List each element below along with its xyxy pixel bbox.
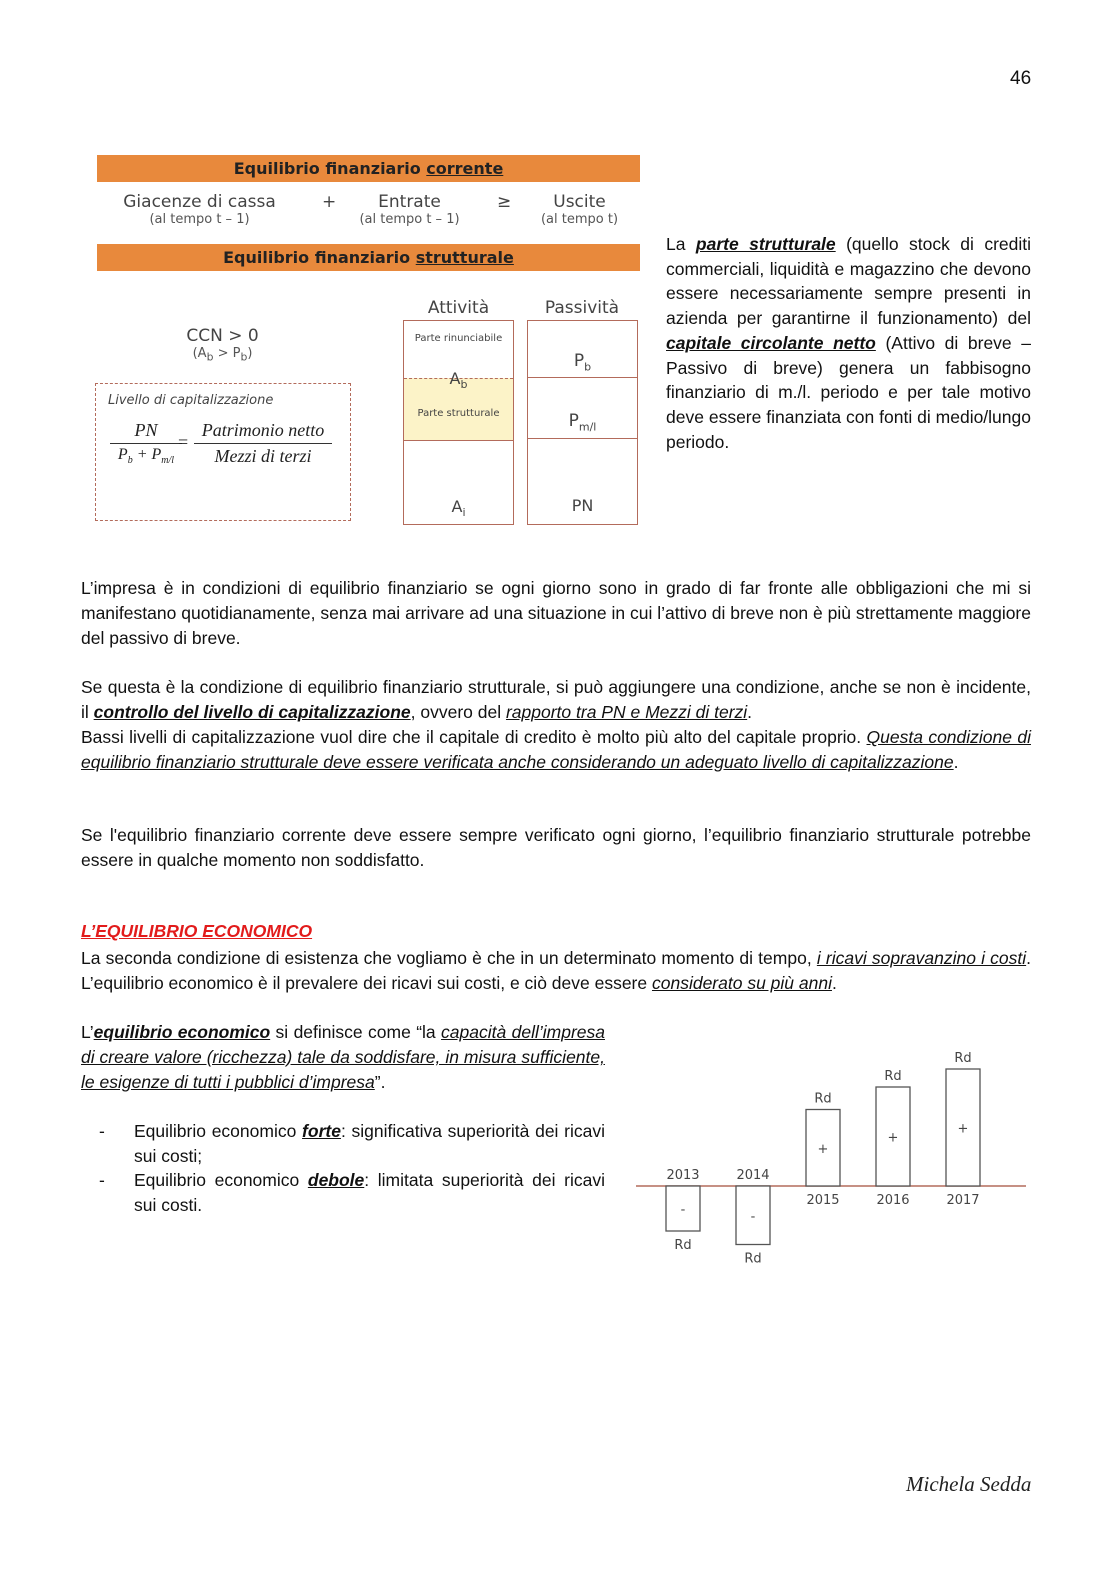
bullet-item: - Equilibrio economico debole: limitata superiorità dei ricavi sui costi. [99, 1170, 605, 1215]
ab-label: $A_b$ [449, 369, 468, 392]
chart-year-label: 2017 [946, 1193, 980, 1208]
term-giacenze-sub: (al tempo t – 1) [149, 212, 250, 227]
chart-sign-label: - [750, 1209, 756, 1225]
chart-sign-label: + [817, 1141, 829, 1157]
section-heading: L’EQUILIBRIO ECONOMICO [81, 921, 313, 941]
chart-sign-label: - [680, 1202, 686, 1218]
pml-label: $P_{m/l}$ [568, 411, 597, 434]
term-entrate: Entrate [378, 192, 441, 212]
bar-equilibrio-strutturale: Equilibrio finanziario strutturale [97, 244, 640, 271]
parte-rinunciabile: Parte rinunciabile [414, 333, 503, 344]
bullet-item: - Equilibrio economico forte: significativa superiorità dei ricavi sui costi; [99, 1121, 605, 1166]
passivita-label: Passività [544, 298, 620, 318]
pb-label: $P_b$ [573, 351, 592, 374]
side-paragraph: La parte strutturale (quello stock di crediti commerciali, liquidità e magazzino che devono essere necessariamente sempre presenti in azienda per garantirne il funzionamento) del capitale circolante netto (Attivo di breve – Passivo di breve) genera un fabbisogno finanziario di m./l. periodo e per tale motivo deve essere finanziata con fonti di medio/lungo periodo. [666, 234, 1032, 452]
paragraph-4: La seconda condizione di esistenza che vogliamo è che in un determinato momento di tempo, i ricavi sopravanzino i costi. L’equilibrio economico è il prevalere dei ricavi sui costi, e ciò deve essere considerato su più anni. [81, 948, 1031, 993]
chart-year-label: 2013 [666, 1168, 700, 1183]
footer-author: Michela Sedda [906, 1472, 1032, 1496]
cap-title: Livello di capitalizzazione [108, 393, 274, 408]
passivita-column [527, 320, 638, 525]
geq-sign: ≥ [497, 192, 512, 212]
chart-sign-label: + [957, 1121, 969, 1137]
ai-label: $A_i$ [451, 497, 466, 520]
chart-bar-label: Rd [884, 1069, 902, 1084]
paragraph-2: Se questa è la condizione di equilibrio finanziario strutturale, si può aggiungere una condizione, anche se non è incidente, il controllo del livello di capitalizzazione, ovvero del rapporto tra PN e Mezzi di terzi. Bassi livelli di capitalizzazione vuol dire che il capitale di credito è molto più alto del capitale proprio. Questa condizione di equilibrio finanziario strutturale deve essere verificata anche considerando un adeguato livello di capitalizzazione. [81, 677, 1031, 772]
term-entrate-sub: (al tempo t – 1) [359, 212, 460, 227]
frac2: Patrimonio netto Mezzi di terzi [194, 420, 332, 467]
term-giacenze: Giacenze di cassa [123, 192, 276, 212]
page-number: 46 [1010, 68, 1032, 89]
term-uscite: Uscite [553, 192, 606, 212]
paragraph-3: Se l'equilibrio finanziario corrente deve essere sempre verificato ogni giorno, l’equilibrio finanziario strutturale potrebbe essere in qualche momento non soddisfatto. [81, 825, 1031, 870]
ccn-condition: CCN > 0 $(A_b > P_b)$ [186, 326, 259, 364]
chart-year-label: 2014 [736, 1168, 770, 1183]
frac1: PN $P_b + P_{m/l}$ [110, 420, 182, 466]
attivita-label: Attività [427, 298, 490, 318]
term-uscite-sub: (al tempo t) [540, 212, 619, 227]
economic-chart [630, 1010, 1030, 1290]
attivita-column [403, 320, 514, 525]
current-equation [97, 190, 640, 240]
bar-equilibrio-corrente: Equilibrio finanziario corrente [97, 155, 640, 182]
chart-sign-label: + [887, 1130, 899, 1146]
chart-bar-label: Rd [954, 1051, 972, 1066]
pn-label: PN [571, 496, 594, 515]
chart-year-label: 2016 [876, 1193, 910, 1208]
chart-bar-label: Rd [814, 1091, 832, 1107]
plus-sign: + [322, 192, 337, 212]
capitalization-box [95, 383, 351, 521]
chart-year-label: 2015 [806, 1193, 840, 1208]
paragraph-5: L’equilibrio economico si definisce come “la capacità dell’impresa di creare valore (ricchezza) tale da soddisfare, in misura sufficiente, le esigenze di tutti i pubblici d’impresa”. [81, 1022, 605, 1092]
chart-bar-label: Rd [674, 1238, 692, 1253]
paragraph-1: L’impresa è in condizioni di equilibrio finanziario se ogni giorno sono in grado di far fronte alle obbligazioni che mi si manifestano quotidianamente, senza mai arrivare ad una situazione in cui l’attivo di breve non è più strettamente maggiore del passivo di breve. [81, 578, 1031, 648]
chart-bar-label: Rd [744, 1251, 762, 1267]
equals-sign: = [178, 432, 189, 452]
parte-strutturale: Parte strutturale [417, 408, 500, 419]
